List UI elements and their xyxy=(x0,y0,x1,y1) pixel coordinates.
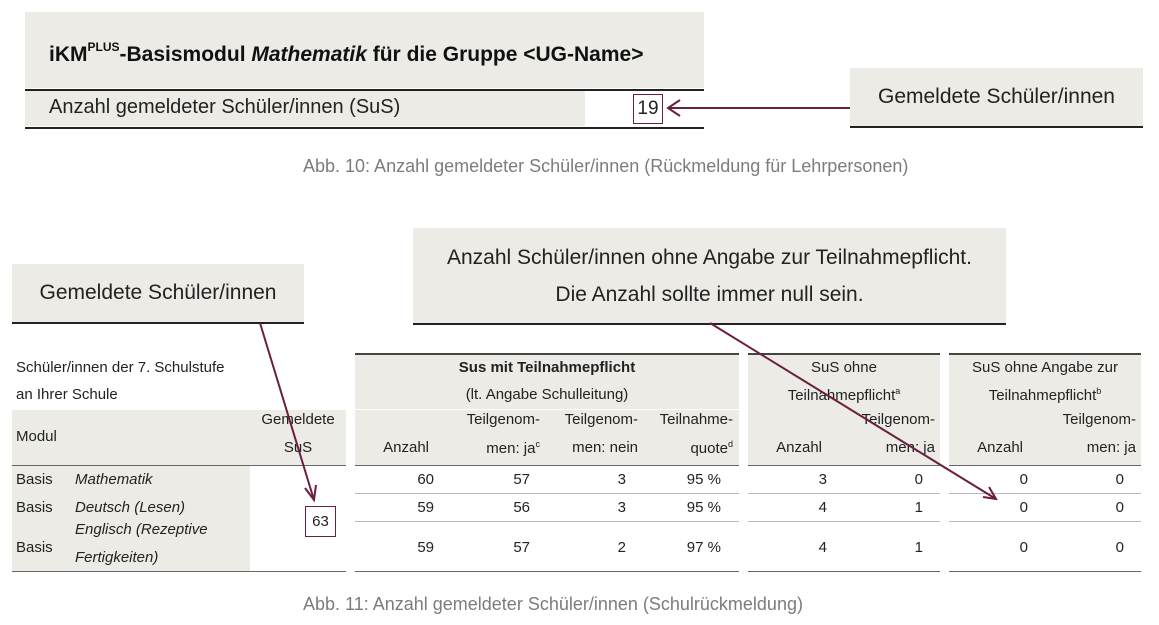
row-quote: 97 % xyxy=(686,539,721,556)
table-header-teil-ja-1: Teilgenom- xyxy=(466,411,540,428)
fig11-callout-right-line2: Die Anzahl sollte immer null sein. xyxy=(555,283,864,306)
row-g3-ja: 0 xyxy=(1115,499,1124,516)
row-g2-ja: 1 xyxy=(914,539,923,556)
table-group2-title-2: Teilnahmepflicht$^a$ xyxy=(787,386,901,404)
table-header-teil-nein-2: men: nein xyxy=(572,439,638,456)
fig11-callout-left-text: Gemeldete Schüler/innen xyxy=(39,281,277,304)
row-g2-anzahl: 4 xyxy=(818,499,827,516)
row-anzahl: 59 xyxy=(417,499,434,516)
table-header-g3-ja-1: Teilgenom- xyxy=(1062,411,1136,428)
table-group3-title-2: Teilnahmepflicht$^b$ xyxy=(988,386,1102,404)
row-g3-anzahl: 0 xyxy=(1019,499,1028,516)
table-header-quote-2: quote$^d$ xyxy=(690,439,733,457)
fig10-reported-count: 19 xyxy=(633,94,663,124)
row-nein: 2 xyxy=(617,539,626,556)
table-header-quote-1: Teilnahme- xyxy=(659,411,733,428)
table-group2-title-1: SuS ohne xyxy=(811,359,877,376)
row-ja: 56 xyxy=(513,499,530,516)
row-ja: 57 xyxy=(513,471,530,488)
row-g3-ja: 0 xyxy=(1115,471,1124,488)
table-group3-title-1: SuS ohne Angabe zur xyxy=(972,359,1118,376)
fig10-caption: Abb. 10: Anzahl gemeldeter Schüler/innen (Rückmeldung für Lehrpersonen) xyxy=(303,156,909,176)
fig10-row-label: Anzahl gemeldeter Schüler/innen (SuS) xyxy=(49,96,401,118)
row-quote: 95 % xyxy=(686,471,721,488)
table-intro-line2: an Ihrer Schule xyxy=(16,386,118,403)
table-header-anzahl: Anzahl xyxy=(383,439,429,456)
row-g2-anzahl: 4 xyxy=(818,539,827,556)
row-g3-anzahl: 0 xyxy=(1019,539,1028,556)
row-ja: 57 xyxy=(513,539,530,556)
table-header-gemeldete-1: Gemeldete xyxy=(261,411,335,428)
arrow-fig11-right xyxy=(710,323,996,499)
row-g2-ja: 0 xyxy=(914,471,923,488)
table-intro-line1: Schüler/innen der 7. Schulstufe xyxy=(16,359,225,376)
row-anzahl: 60 xyxy=(417,471,434,488)
table-header-teil-ja-2: men: $ja^c$ xyxy=(486,439,540,457)
table-header-teil-nein-1: Teilgenom- xyxy=(564,411,638,428)
row-nein: 3 xyxy=(617,471,626,488)
row-fach-line2: Fertigkeiten) xyxy=(75,549,159,566)
table-header-g3-ja-2: men: ja xyxy=(1086,439,1136,456)
fig11-reported-count: 63 xyxy=(305,506,336,537)
row-modul: Basis xyxy=(16,471,53,488)
row-g2-anzahl: 3 xyxy=(818,471,827,488)
fig10-callout-text: Gemeldete Schüler/innen xyxy=(878,85,1115,108)
table-group1-subtitle: (lt. Angabe Schulleitung) xyxy=(465,386,629,403)
row-anzahl: 59 xyxy=(417,539,434,556)
table-header-g2-anzahl: Anzahl xyxy=(776,439,822,456)
arrow-fig11-left xyxy=(260,323,314,500)
fig11-caption: Abb. 11: Anzahl gemeldeter Schüler/innen (Schulrückmeldung) xyxy=(303,594,803,614)
table-header-modul: Modul xyxy=(16,428,57,445)
fig11-callout-right-line1: Anzahl Schüler/innen ohne Angabe zur Teilnahmepflicht. xyxy=(447,246,972,269)
table-header-g3-anzahl: Anzahl xyxy=(977,439,1023,456)
row-nein: 3 xyxy=(617,499,626,516)
table-group1-title: Sus mit Teilnahmepflicht xyxy=(458,359,636,376)
table-header-g2-ja-2: men: ja xyxy=(885,439,935,456)
row-modul: Basis xyxy=(16,539,53,556)
row-quote: 95 % xyxy=(686,499,721,516)
table-header-g2-ja-1: Teilgenom- xyxy=(861,411,935,428)
row-g3-anzahl: 0 xyxy=(1019,471,1028,488)
row-fach: Englisch (Rezeptive xyxy=(75,521,208,538)
row-g3-ja: 0 xyxy=(1115,539,1124,556)
row-modul: Basis xyxy=(16,499,53,516)
table-header-gemeldete-2: SuS xyxy=(283,439,313,456)
fig10-title: iKM$^{PLUS}$-Basismodul Mathematik für die Gruppe <UG-Name> xyxy=(49,40,644,66)
row-fach: Deutsch (Lesen) xyxy=(75,499,186,516)
row-g2-ja: 1 xyxy=(914,499,923,516)
row-fach: Mathematik xyxy=(75,471,153,488)
